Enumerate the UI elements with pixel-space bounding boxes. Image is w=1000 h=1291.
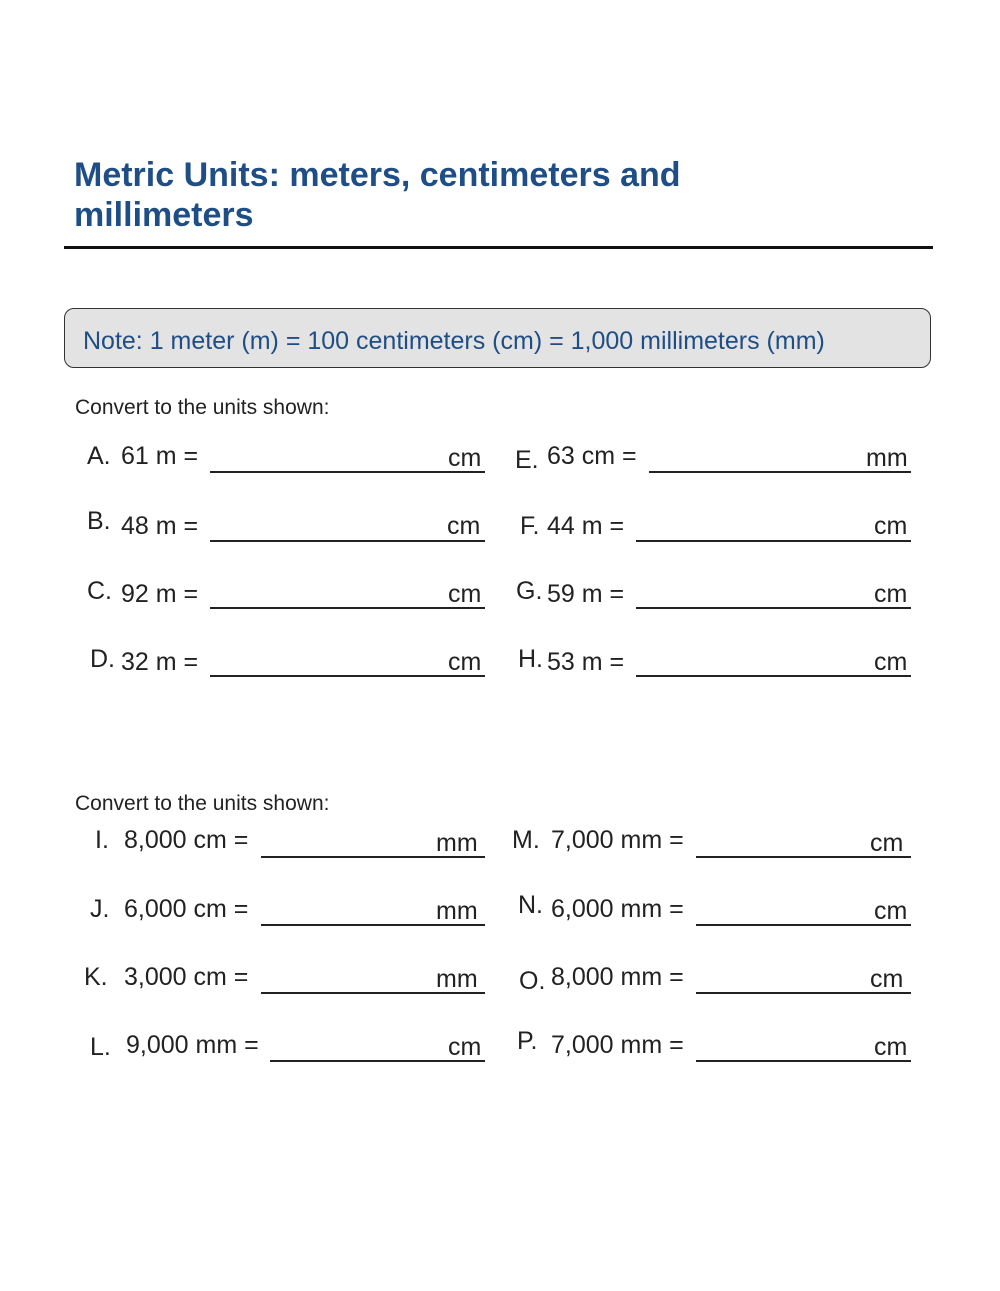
- answer-blank[interactable]: [636, 540, 911, 542]
- problem-unit: cm: [874, 580, 908, 608]
- answer-blank[interactable]: [210, 540, 485, 542]
- problem-question: 53 m =: [547, 648, 625, 676]
- problem-letter: L.: [90, 1033, 111, 1061]
- problem-unit: cm: [874, 1033, 908, 1061]
- answer-blank[interactable]: [210, 471, 485, 473]
- title-divider: [64, 246, 933, 249]
- problem-unit: cm: [448, 444, 482, 472]
- problem-question: 8,000 cm =: [124, 826, 249, 854]
- problem-unit: cm: [874, 648, 908, 676]
- problem-question: 6,000 cm =: [124, 895, 249, 923]
- problem-letter: G.: [516, 577, 543, 605]
- problem-letter: H.: [518, 645, 543, 673]
- problem-question: 92 m =: [121, 580, 199, 608]
- problem-letter: K.: [84, 963, 108, 991]
- problem-unit: mm: [866, 444, 908, 472]
- answer-blank[interactable]: [636, 607, 911, 609]
- problem-unit: cm: [870, 829, 904, 857]
- problem-letter: M.: [512, 826, 540, 854]
- problem-letter: O.: [519, 967, 546, 995]
- problem-unit: cm: [448, 648, 482, 676]
- answer-blank[interactable]: [210, 607, 485, 609]
- problem-question: 32 m =: [121, 648, 199, 676]
- problem-letter: J.: [90, 895, 110, 923]
- problem-letter: C.: [87, 577, 112, 605]
- note-box: [64, 308, 931, 368]
- answer-blank[interactable]: [210, 675, 485, 677]
- problem-question: 63 cm =: [547, 442, 637, 470]
- problem-unit: mm: [436, 965, 478, 993]
- section-1-heading: Convert to the units shown:: [75, 396, 330, 419]
- problem-question: 61 m =: [121, 442, 199, 470]
- problem-question: 59 m =: [547, 580, 625, 608]
- problem-letter: E.: [515, 446, 539, 474]
- problem-unit: cm: [874, 897, 908, 925]
- problem-question: 7,000 mm =: [551, 826, 684, 854]
- problem-unit: cm: [448, 580, 482, 608]
- section-2-heading: Convert to the units shown:: [75, 792, 330, 815]
- problem-unit: cm: [870, 965, 904, 993]
- problem-unit: mm: [436, 829, 478, 857]
- problem-unit: cm: [448, 1033, 482, 1061]
- problem-letter: P.: [517, 1027, 538, 1055]
- problem-letter: I.: [95, 826, 109, 854]
- problem-question: 6,000 mm =: [551, 895, 684, 923]
- problem-question: 44 m =: [547, 512, 625, 540]
- problem-question: 9,000 mm =: [126, 1031, 259, 1059]
- problem-letter: A.: [87, 442, 111, 470]
- page-title: Metric Units: meters, centimeters and millimeters: [74, 156, 681, 234]
- problem-question: 8,000 mm =: [551, 963, 684, 991]
- problem-letter: F.: [520, 512, 540, 540]
- problem-question: 48 m =: [121, 512, 199, 540]
- problem-unit: cm: [874, 512, 908, 540]
- note-text: Note: 1 meter (m) = 100 centimeters (cm) = 1,000 millimeters (mm): [83, 327, 825, 355]
- problem-unit: cm: [447, 512, 481, 540]
- problem-unit: mm: [436, 897, 478, 925]
- problem-letter: D.: [90, 645, 115, 673]
- problem-letter: N.: [518, 891, 543, 919]
- problem-letter: B.: [87, 507, 111, 535]
- answer-blank[interactable]: [636, 675, 911, 677]
- problem-question: 7,000 mm =: [551, 1031, 684, 1059]
- problem-question: 3,000 cm =: [124, 963, 249, 991]
